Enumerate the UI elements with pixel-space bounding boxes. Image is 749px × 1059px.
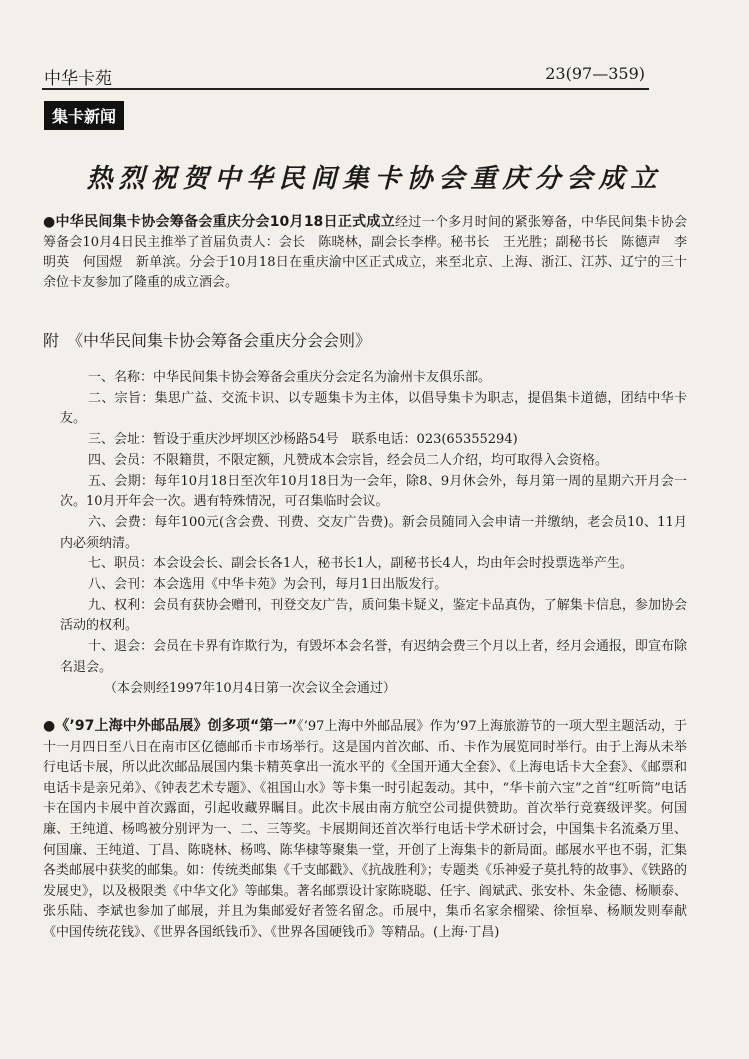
rule-item: 三、会址：暂设于重庆沙坪坝区沙杨路54号 联系电话：023(65355294): [88, 432, 518, 448]
rule-item: 一、名称：中华民间集卡协会筹备会重庆分会定名为渝州卡友俱乐部。: [88, 370, 492, 385]
rule-item: 四、会员：不限籍贯，不限定额，凡赞成本会宗旨，经会员二人介绍，均可取得入会资格。: [88, 452, 609, 468]
rule-item: 八、会刊：本会选用《中华卡苑》为会刊，每月1日出版发行。: [88, 577, 448, 593]
rule-item: 五、会期：每年10月18日至次年10月18日为一会年，除8、9月休会外，每月第一周的星期六开月会一次。10月开年会一次。遇有特殊情况，可召集临时会议。: [60, 473, 687, 510]
magazine-name: 中华卡苑: [44, 69, 112, 89]
rule-item: 二、宗旨：集思广益、交流卡识、以专题集卡为主体，以倡导集卡为职志，提倡集卡道德，团结中华卡友。: [60, 390, 687, 427]
rule-item: 十、退会：会员在卡界有诈欺行为，有毁坏本会名誉，有迟纳会费三个月以上者，经月会通报，即宣布除名退会。: [60, 639, 687, 675]
news-item-1: [43, 212, 687, 293]
news-item-2-body: 《’97上海中外邮品展》作为’97上海旅游节的一项大型主题活动，于十一月四日至八日在南市区亿德邮币卡市场举行。这是国内首次邮、币、卡作为展览同时举行。由于上海从未举行电话卡展，所以此次邮品展国内集卡精英拿出一流水平的《全国开通大全套》、《上海电话卡大全套》、《邮票和电话卡是亲兄弟》、《钟表艺术专题》、《祖国山水》等卡集一时引起轰动。其中，“华卡前六宝”之首“红听筒”电话卡在国内卡展中首次露面，引起收藏界瞩目。此次卡展由南方航空公司提供赞助。首次举行竞赛级评奖。何国廉、王纯道、杨鸣被分别评为一、二、三等奖。卡展期间还首次举行电话卡学术研讨会，中国集卡名流桑万里、何国廉、王纯道、丁昌、陈晓林、杨鸣、陈华棣等聚集一堂，开创了上海集卡的新局面。邮展水平也不弱，汇集各类邮展中获奖的邮集。如：传统类邮集《千支邮戳》、《抗战胜利》；专题类《乐神爱子莫扎特的故事》、《铁路的发展史》，以及极限类《中华文化》等邮集。著名邮票设计家陈晓聪、任宇、阎斌武、张安朴、朱金德、杨顺泰、张乐陆、李斌也参加了邮展，并且为集邮爱好者签名留念。币展中，集币名家余榴梁、徐恒皋、杨顺发则奉献《中国传统花钱》、《世界各国纸钱币》、《世界各国硬钱币》等精品。(上海·丁昌): [43, 719, 687, 940]
news-item-2-lead: ●《’97上海中外邮品展》创多项“第一”: [43, 718, 297, 734]
rule-item: 九、权利：会员有获协会赠刊，刊登交友广告，质问集卡疑义，鉴定卡品真伪，了解集卡信息，参加协会活动的权利。: [60, 597, 687, 634]
rules-list: [60, 368, 687, 699]
appendix-title: 附 《中华民间集卡协会筹备会重庆分会会则》: [43, 331, 372, 350]
header-rule: [42, 88, 649, 90]
headline: 热烈祝贺中华民间集卡协会重庆分会成立: [86, 164, 663, 194]
news-item-1-body: 经过一个多月时间的紧张筹备，中华民间集卡协会筹备会10月4日民主推举了首届负责人：会长 陈晓林，副会长李桦。秘书长 王光胜；副秘书长 陈德声 李明英 何国煜 新单滨。分会于10月18日在重庆渝中区正式成立，来至北京、上海、浙江、江苏、辽宁的三十余位卡友参加了隆重的成立酒会。: [43, 215, 687, 290]
rule-item: 七、职员：本会设会长、副会长各1人，秘书长1人，副秘书长4人，均由年会时投票选举产生。: [88, 556, 633, 572]
section-badge: 集卡新闻: [44, 101, 124, 130]
rules-note: （本会则经1997年10月4日第一次会议全会通过）: [104, 680, 396, 696]
rule-item: 六、会费：每年100元(含会费、刊费、交友广告费)。新会员随同入会申请一并缴纳，老会员10、11月内必须纳清。: [60, 514, 687, 551]
news-item-1-lead: ●中华民间集卡协会筹备会重庆分会10月18日正式成立: [43, 214, 396, 230]
page-number: 23(97—359): [545, 64, 645, 83]
news-item-2: [43, 716, 687, 944]
